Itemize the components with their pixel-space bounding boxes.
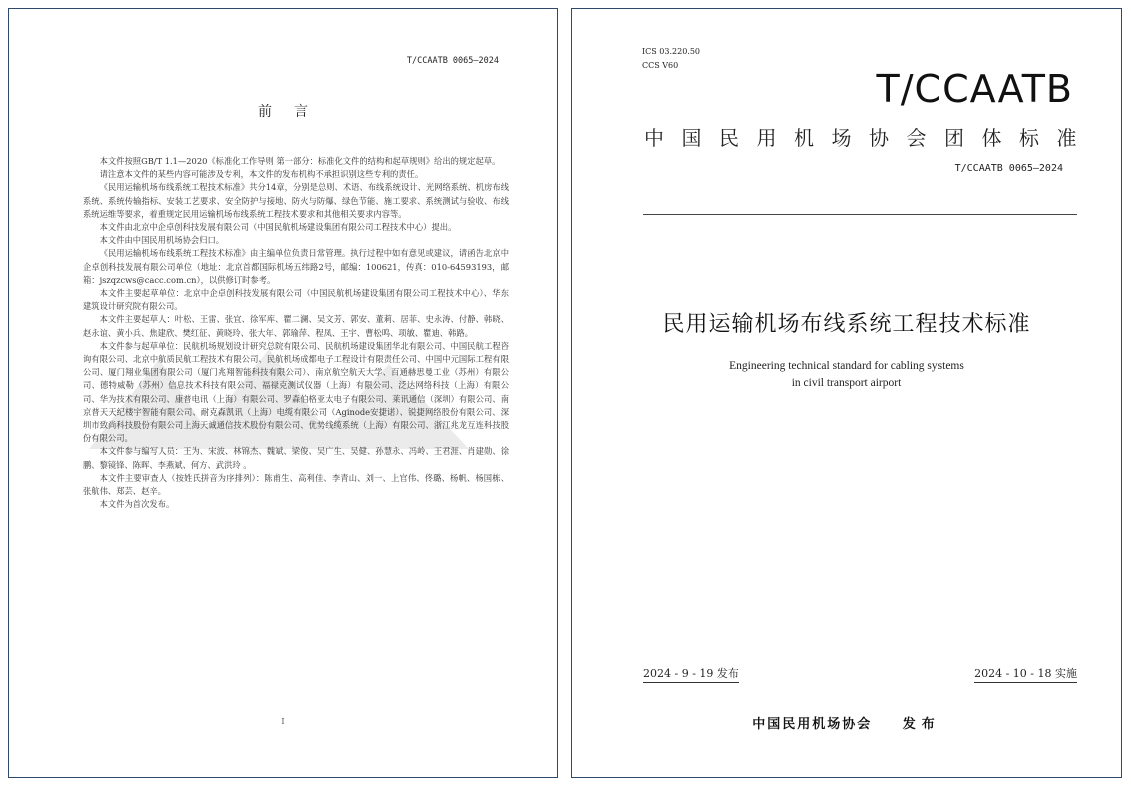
foreword-paragraph: 本文件按照GB/T 1.1—2020《标准化工作导则 第一部分：标准化文件的结构和起草规则》给出的规定起草。	[99, 156, 501, 166]
foreword-title: 前言	[258, 104, 330, 120]
foreword-paragraph: 本文件为首次发布。	[99, 499, 175, 510]
standard-abbreviation: T/CCAATB	[876, 67, 1073, 111]
cover-page	[571, 8, 1122, 778]
organization-standard-heading: 中国民用机场协会团体标准	[644, 126, 1094, 150]
standard-code: T/CCAATB 0065—2024	[954, 163, 1063, 174]
classification-block	[642, 45, 700, 73]
foreword-paragraph: 本文件主要审查人（按姓氏拼音为序排列）：陈甫生、高利佳、李青山、刘一、上官伟、佟璐、杨帆、杨国栋、张航伟、郑芸、赵辛。	[83, 472, 509, 497]
publisher-verb: 发布	[902, 717, 941, 732]
effective-date: 2024 - 10 - 18 实施	[974, 665, 1077, 683]
page-number: I	[281, 717, 285, 726]
foreword-paragraph: 请注意本文件的某些内容可能涉及专利，本文件的发布机构不承担识别这些专利的责任。	[99, 169, 424, 180]
foreword-paragraph: 本文件参与编写人员：王为、宋波、林锦杰、魏斌、梁俊、吴广生、吴健、孙慧永、冯岭、王君涯、肖建勋、徐鹏、黎镜锋、陈晖、李燕斌、何方、武洪玲 。	[83, 446, 509, 470]
publish-date: 2024 - 9 - 19 发布	[643, 665, 739, 683]
standard-title: 民用运输机场布线系统工程技术标准	[662, 312, 1031, 337]
foreword-paragraph: 本文件由中国民用机场协会归口。	[99, 235, 225, 246]
publisher-line	[572, 713, 1121, 732]
ics-code: ICS 03.220.50	[642, 47, 701, 56]
english-title-line: Engineering technical standard for cabling systems	[729, 360, 964, 372]
publisher-organization: 中国民用机场协会	[752, 717, 873, 732]
foreword-paragraph: 本文件由北京中企卓创科技发展有限公司（中国民航机场建设集团有限公司工程技术中心）提出。	[99, 222, 457, 233]
foreword-page	[8, 8, 558, 778]
english-title-line: in civil transport airport	[791, 377, 902, 389]
foreword-paragraph: 《民用运输机场布线系统工程技术标准》由主编单位负责日常管理。执行过程中如有意见或建议，请函告北京中企卓创科技发展有限公司单位（地址：北京首都国际机场五纬路2号，邮编：100621，传真：010-64593193，邮箱：jszqzcws@cacc.com.cn），以供修订时参考。	[83, 248, 509, 285]
divider-line	[643, 214, 1077, 215]
ccs-code: CCS V60	[642, 61, 679, 70]
foreword-paragraph: 本文件参与起草单位：民航机场规划设计研究总院有限公司、民航机场建设集团华北有限公司、中国民航工程咨询有限公司、北京中航质民航工程技术有限公司、民航机场成都电子工程设计有限责任公司、中国中元国际工程有限公司、厦门翔业集团有限公司（厦门兆翔智能科技有限公司）、南京航空航天大学、百通赫思曼工业（苏州）有限公司、德特威勒（苏州）信息技术科技有限公司、福禄克测试仪器（上海）有限公司、泛达网络科技（上海）有限公司、华为技术有限公司、康普电讯（上海）有限公司、罗森伯格亚太电子有限公司、莱讯通信（深圳）有限公司、南京普天天纪楼宇智能有限公司、耐克森凯讯（上海）电缆有限公司（Aginode安捷诺）、锐捷网络股份有限公司、深圳市致尚科技股份有限公司上海天诚通信技术股份有限公司、优势线缆系统（上海）有限公司、浙江兆龙互连科技股份有限公司。	[83, 340, 509, 444]
foreword-paragraph: 《民用运输机场布线系统工程技术标准》共分14章，分别是总则、术语、布线系统设计、光网络系统、机房布线系统、系统传输指标、安装工艺要求、安全防护与接地、防火与防爆、绿色节能、施工要求、系统测试与验收、布线系统运维等要求，着重规定民用运输机场布线系统工程技术要求和其他相关要求内容等。	[83, 182, 509, 219]
english-title	[572, 358, 1121, 392]
foreword-paragraph: 本文件主要起草人：叶松、王雷、张宜、徐军库、瞿二澜、吴文芳、郭安、董莉、居菲、史永涛、付静、韩晓、赵永谊、黄小兵、焦建欣、樊红征、黄晓玲、张大年、郭瑜萍、程凤、王宇、曹松鸣、项敏、瞿迪、韩路。	[83, 314, 509, 338]
standard-code: T/CCAATB 0065—2024	[406, 56, 499, 66]
foreword-paragraph: 本文件主要起草单位：北京中企卓创科技发展有限公司（中国民航机场建设集团有限公司工程技术中心）、华东建筑设计研究院有限公司。	[83, 288, 509, 312]
date-row	[643, 665, 1077, 683]
foreword-body	[83, 155, 509, 511]
